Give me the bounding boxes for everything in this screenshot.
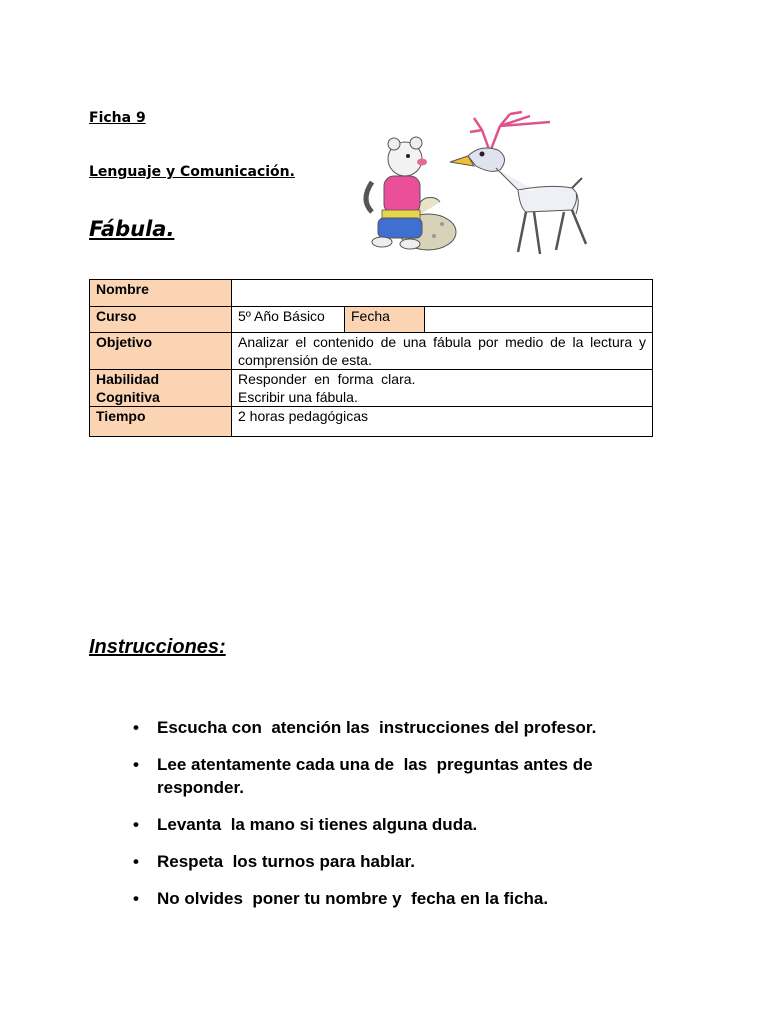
list-item: [89, 813, 629, 836]
list-item: [89, 753, 629, 799]
habilidad-value: [232, 370, 653, 407]
worksheet-number: Ficha 9: [89, 110, 146, 126]
instruction-text: Escucha con atención las instrucciones del profesor.: [157, 718, 597, 737]
instructions-list: [89, 716, 629, 924]
instruction-text: No olvides poner tu nombre y fecha en la ficha.: [157, 889, 549, 908]
nombre-label: Nombre: [90, 280, 232, 307]
table-row: [90, 307, 653, 333]
bullet-icon: •: [133, 718, 139, 737]
list-item: [89, 850, 629, 873]
instructions-title: Instrucciones:: [89, 636, 226, 658]
bullet-icon: •: [133, 815, 139, 834]
info-table: [89, 279, 653, 437]
habilidad-line-2: Escribir una fábula.: [238, 389, 358, 405]
page-title: Fábula.: [89, 217, 175, 241]
instruction-text: Lee atentamente cada una de las preguntas antes de responder.: [157, 755, 598, 797]
table-row: [90, 370, 653, 407]
table-row: [90, 280, 653, 307]
bear-character-icon: [366, 137, 427, 249]
habilidad-label: Habilidad Cognitiva: [90, 370, 232, 407]
list-item: [89, 887, 629, 910]
nombre-field[interactable]: [232, 280, 653, 307]
tiempo-label: Tiempo: [90, 407, 232, 437]
instruction-text: Respeta los turnos para hablar.: [157, 852, 415, 871]
deer-character-icon: [450, 112, 586, 254]
fable-illustration: [350, 104, 600, 264]
objetivo-value: Analizar el contenido de una fábula por medio de la lectura y comprensión de esta.: [232, 333, 653, 370]
objetivo-label: Objetivo: [90, 333, 232, 370]
tiempo-value: 2 horas pedagógicas: [232, 407, 653, 437]
fecha-label: Fecha: [345, 307, 425, 333]
bullet-icon: •: [133, 852, 139, 871]
bullet-icon: •: [133, 755, 139, 774]
instruction-text: Levanta la mano si tienes alguna duda.: [157, 815, 478, 834]
subject-heading: Lenguaje y Comunicación.: [89, 164, 295, 180]
bullet-icon: •: [133, 889, 139, 908]
table-row: [90, 333, 653, 370]
habilidad-line-1: Responder en forma clara.: [238, 371, 416, 387]
table-row: [90, 407, 653, 437]
curso-value: 5º Año Básico: [232, 307, 345, 333]
list-item: [89, 716, 629, 739]
fecha-field[interactable]: [425, 307, 653, 333]
curso-label: Curso: [90, 307, 232, 333]
